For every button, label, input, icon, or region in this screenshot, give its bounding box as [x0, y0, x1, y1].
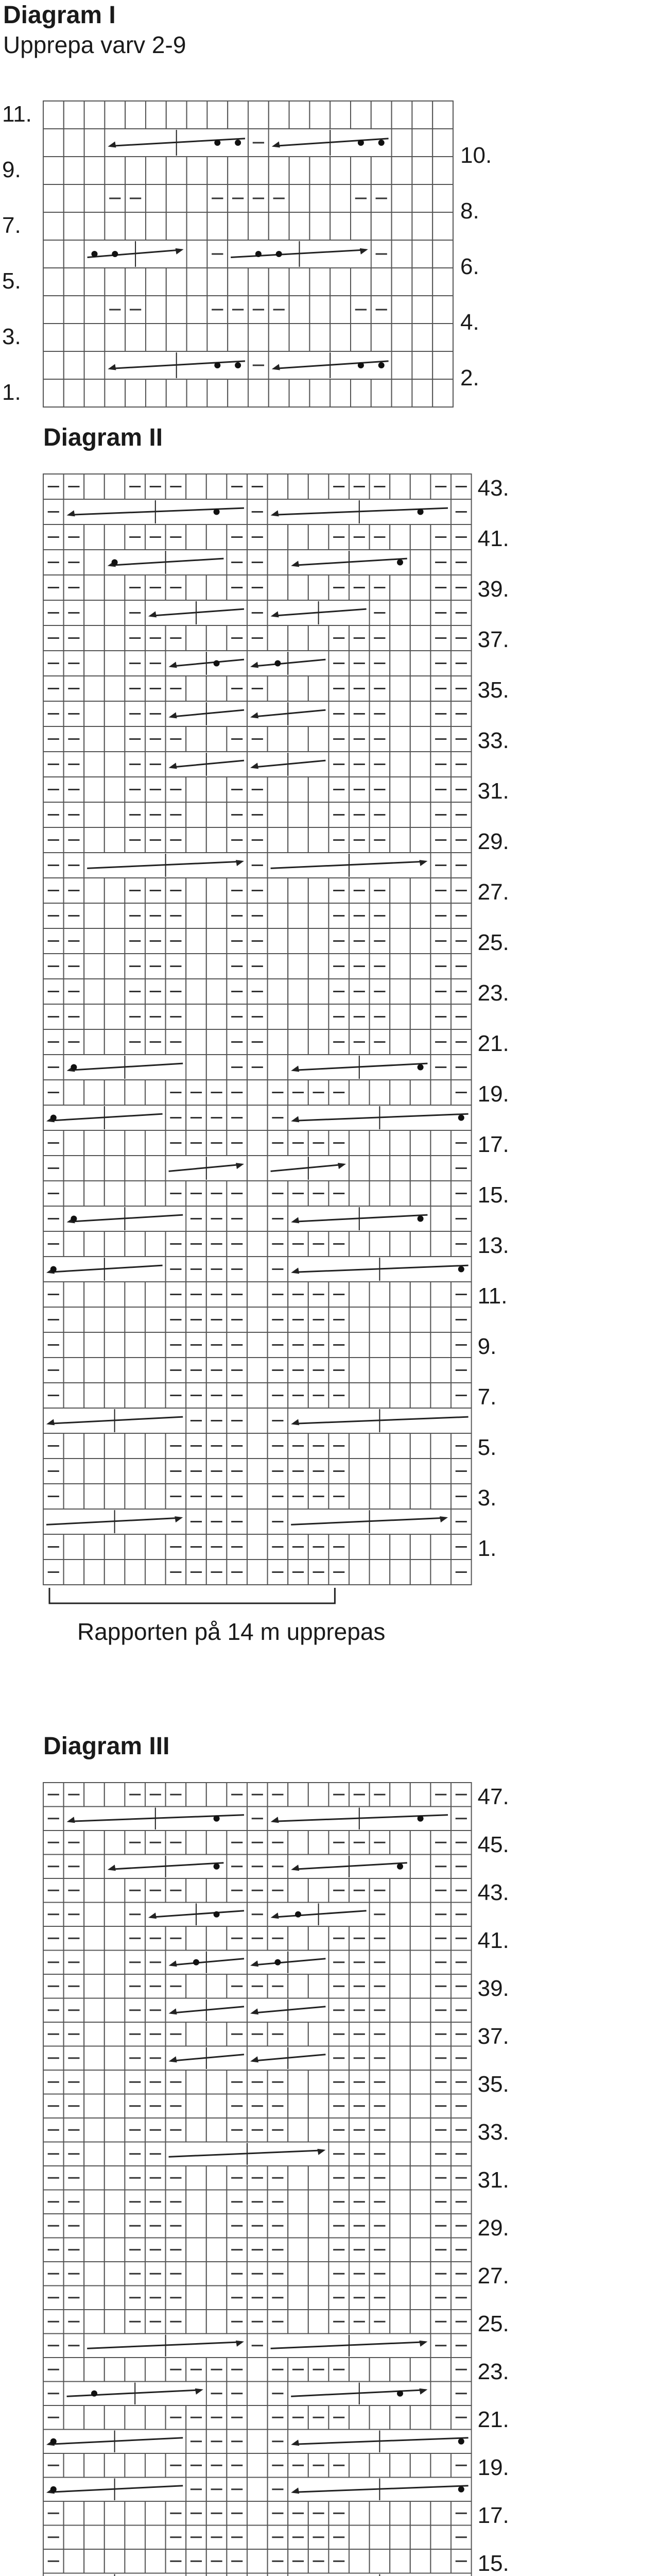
- diagram-1-subtitle: Upprepa varv 2-9: [3, 31, 186, 58]
- diagram-3-row-label: 41.: [477, 1928, 509, 1953]
- diagram-3-title: Diagram III: [43, 1733, 170, 1760]
- diagram-3-row-label: 29.: [477, 2215, 509, 2241]
- diagram-1-row-label: 6.: [460, 254, 479, 279]
- diagram-1-row-label: 2.: [460, 365, 479, 391]
- diagram-1-row-label: 4.: [460, 310, 479, 335]
- diagram-3-row-label: 39.: [477, 1976, 509, 2001]
- diagram-3-row-label: 27.: [477, 2263, 509, 2289]
- diagram-2-row-label: 41.: [477, 526, 509, 551]
- diagram-2-row-label: 11.: [477, 1283, 508, 1309]
- diagram-2-row-label: 15.: [477, 1182, 509, 1208]
- diagram-2-row-label: 13.: [477, 1233, 509, 1258]
- diagram-1-row-label: 11.: [2, 101, 32, 127]
- diagram-3-row-label: 37.: [477, 2024, 509, 2049]
- diagram-2-row-label: 9.: [477, 1334, 497, 1359]
- diagram-1-row-label: 5.: [2, 268, 21, 294]
- diagram-2-row-label: 33.: [477, 728, 509, 753]
- diagram-2-row-label: 27.: [477, 879, 509, 905]
- diagram-2-title: Diagram II: [43, 424, 163, 451]
- diagram-3-row-label: 19.: [477, 2455, 509, 2480]
- diagram-2-row-label: 37.: [477, 627, 509, 652]
- diagram-3-row-label: 15.: [477, 2551, 509, 2576]
- diagram-3-row-label: 17.: [477, 2503, 509, 2528]
- diagram-2-row-label: 21.: [477, 1031, 509, 1056]
- diagram-3-row-label: 33.: [477, 2120, 509, 2145]
- diagram-1-row-label: 10.: [460, 143, 492, 168]
- diagram-3-row-label: 21.: [477, 2407, 509, 2432]
- diagram-1-title: Diagram I: [3, 2, 116, 29]
- diagram-3-row-label: 23.: [477, 2359, 509, 2384]
- diagram-2-row-label: 17.: [477, 1132, 509, 1157]
- diagram-2-row-label: 25.: [477, 930, 509, 955]
- diagram-3-row-label: 31.: [477, 2167, 509, 2193]
- diagram-2-caption: Rapporten på 14 m upprepas: [77, 1618, 386, 1645]
- diagram-1-row-label: 9.: [2, 157, 21, 182]
- diagram-3-row-label: 45.: [477, 1832, 509, 1857]
- diagram-2-row-label: 5.: [477, 1435, 497, 1460]
- diagram-1-row-label: 7.: [2, 213, 21, 238]
- diagram-3-row-label: 47.: [477, 1784, 509, 1809]
- diagram-1-row-label: 3.: [2, 324, 21, 349]
- diagram-2-row-label: 23.: [477, 980, 509, 1006]
- diagram-2-row-label: 29.: [477, 829, 509, 854]
- diagram-2-row-label: 43.: [477, 476, 509, 501]
- diagram-2-row-label: 31.: [477, 778, 509, 804]
- diagram-1-row-label: 8.: [460, 198, 479, 224]
- diagram-3-row-label: 25.: [477, 2311, 509, 2336]
- diagram-2-row-label: 39.: [477, 577, 509, 602]
- diagram-2-row-label: 3.: [477, 1485, 497, 1511]
- diagram-2-row-label: 7.: [477, 1384, 497, 1410]
- diagram-2-row-label: 35.: [477, 677, 509, 703]
- diagram-2-row-label: 1.: [477, 1536, 497, 1561]
- diagram-3-row-label: 43.: [477, 1880, 509, 1905]
- diagram-2-row-label: 19.: [477, 1081, 509, 1107]
- diagram-1-row-label: 1.: [2, 380, 21, 405]
- diagram-3-row-label: 35.: [477, 2072, 509, 2097]
